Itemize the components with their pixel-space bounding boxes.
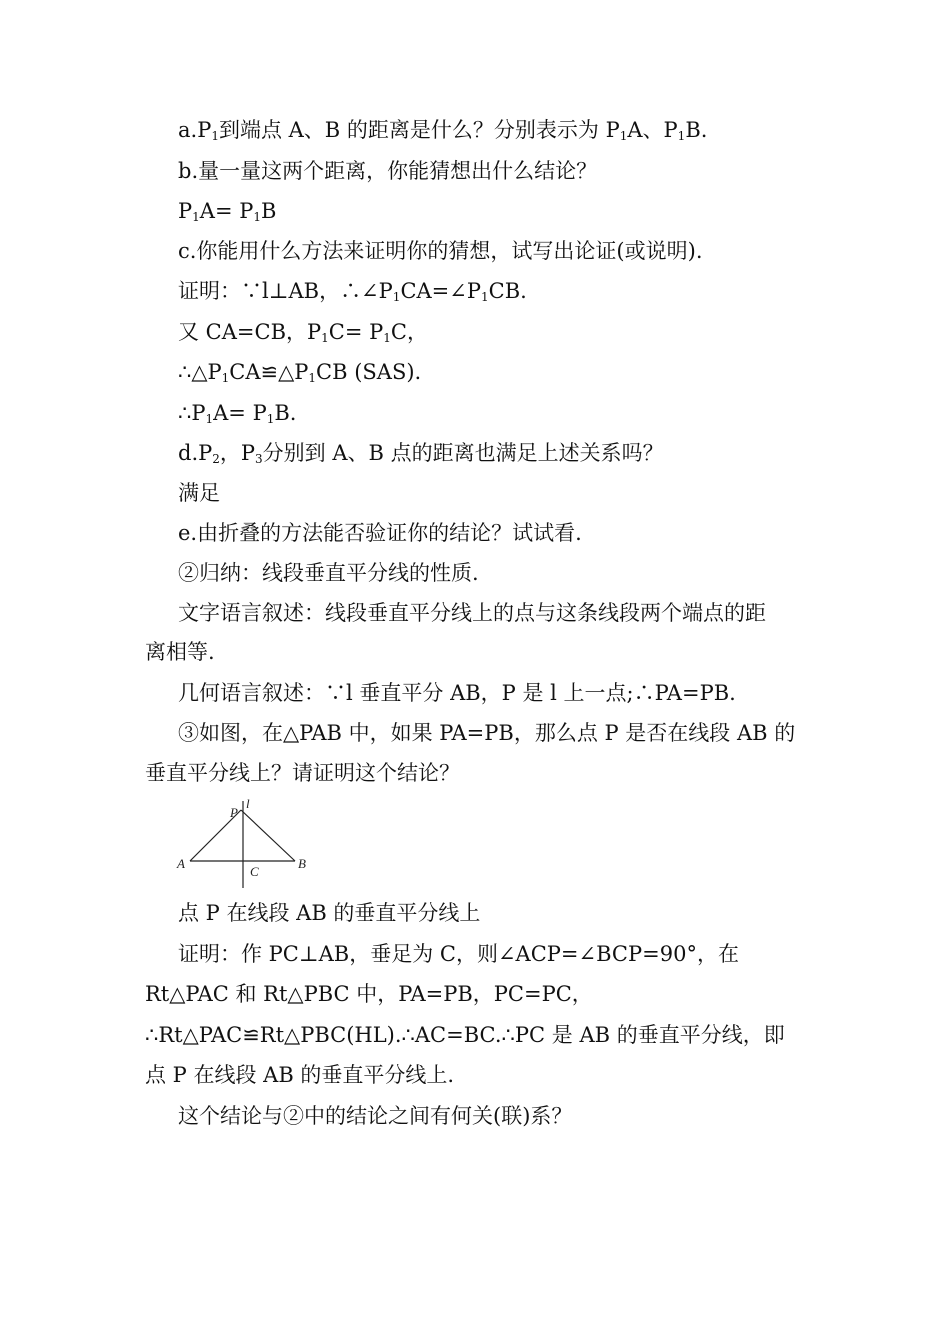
label-l: l [246,796,250,811]
proof-line-4: $\therefore P_1A= P_1B$. [178,401,297,426]
segment-pb [241,810,295,861]
question-3-line-2: 垂直平分线上？请证明这个结论？ [145,761,460,785]
question-d: $d.P_2$，$P_3$分别到 A、B 点的距离也满足上述关系吗？ [178,441,664,466]
text-statement-2: 离相等. [145,640,215,664]
proof-line-3: $\therefore\triangle P_1CA≌\triangle P_1CB$ (SAS). [178,360,422,385]
label-a: A [177,856,185,871]
question-b: b.量一量这两个距离，你能猜想出什么结论？ [178,159,598,183]
proof-line-2: 又 CA=CB，$P_1C= P_1C$， [178,320,428,345]
answer-3: 点 P 在线段 AB 的垂直平分线上 [178,901,481,925]
proof-3-line-2: Rt△PAC 和 Rt△PBC 中，PA=PB，PC=PC， [145,982,593,1006]
label-b: B [298,856,306,871]
question-3-line-1: ③如图，在△PAB 中，如果 PA=PB，那么点 P 是否在线段 AB 的 [178,721,796,745]
proof-line-1: 证明：∵l⊥AB，$\therefore\angle P_1CA=\angle P_1CB$. [178,279,527,304]
geometric-statement: 几何语言叙述：∵l 垂直平分 AB，P 是 l 上一点;∴PA=PB. [178,681,736,705]
answer-d: 满足 [178,481,220,505]
answer-equation: $P_1A= P_1B$ [178,199,277,224]
label-p: P [230,805,238,820]
text-statement-1: 文字语言叙述：线段垂直平分线上的点与这条线段两个端点的距 [178,601,766,625]
closing-question: 这个结论与②中的结论之间有何关(联)系？ [178,1104,573,1128]
proof-3-line-1: 证明：作 PC⊥AB，垂足为 C，则∠ACP=∠BCP=90°，在 [178,942,739,966]
summary-heading: ②归纳：线段垂直平分线的性质. [178,561,479,585]
proof-3-line-4: 点 P 在线段 AB 的垂直平分线上. [145,1063,455,1087]
label-c: C [250,864,259,879]
proof-3-line-3: ∴Rt△PAC≌Rt△PBC(HL).∴AC=BC.∴PC 是 AB 的垂直平分线，即 [145,1023,785,1047]
question-a: $a.P_1$到端点 A、B 的距离是什么？分别表示为 $P_1A$、$P_1B$. [178,118,708,143]
question-c: c.你能用什么方法来证明你的猜想，试写出论证(或说明). [178,239,703,263]
triangle-figure [174,793,319,891]
question-e: e.由折叠的方法能否验证你的结论？试试看. [178,521,582,545]
